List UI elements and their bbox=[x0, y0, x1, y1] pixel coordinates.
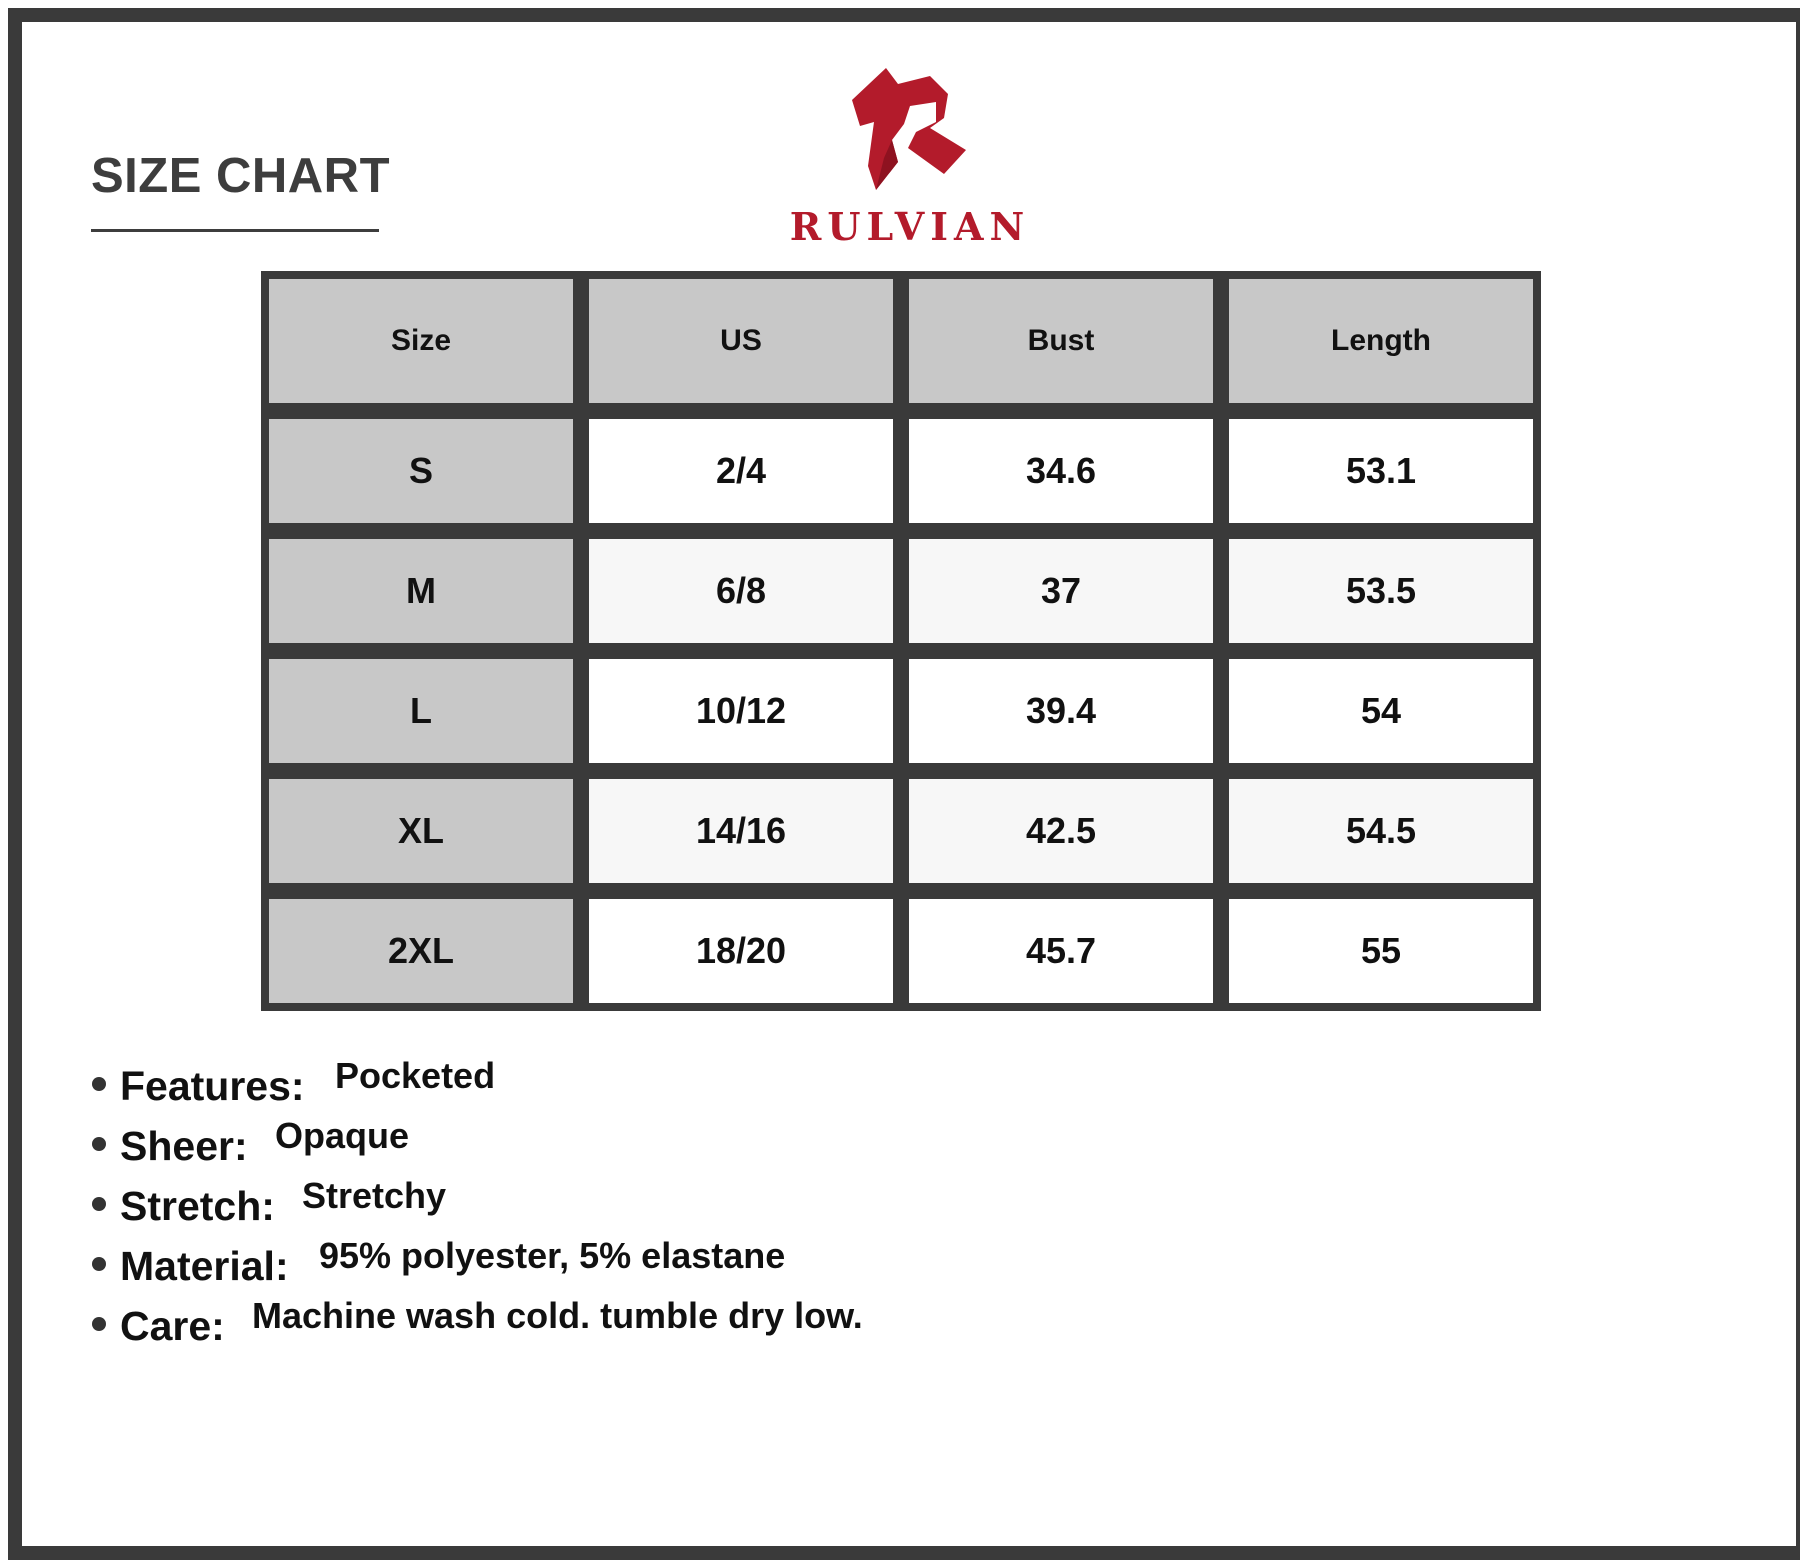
page-title: SIZE CHART bbox=[91, 149, 390, 203]
cell-us-xl: 14/16 bbox=[589, 779, 893, 883]
cell-bust-2xl: 45.7 bbox=[909, 899, 1213, 1003]
bullet-icon bbox=[92, 1137, 106, 1151]
cell-us-s: 2/4 bbox=[589, 419, 893, 523]
cell-length-s: 53.1 bbox=[1229, 419, 1533, 523]
rulvian-r-logo-icon bbox=[840, 62, 980, 202]
cell-us-l: 10/12 bbox=[589, 659, 893, 763]
cell-us-m: 6/8 bbox=[589, 539, 893, 643]
cell-bust-s: 34.6 bbox=[909, 419, 1213, 523]
cell-size-m: M bbox=[269, 539, 573, 643]
detail-value: Pocketed bbox=[335, 1055, 496, 1096]
cell-length-l: 54 bbox=[1229, 659, 1533, 763]
bullet-icon bbox=[92, 1317, 106, 1331]
cell-size-l: L bbox=[269, 659, 573, 763]
detail-label: Material: bbox=[120, 1243, 289, 1289]
cell-bust-xl: 42.5 bbox=[909, 779, 1213, 883]
cell-length-m: 53.5 bbox=[1229, 539, 1533, 643]
header-us: US bbox=[589, 279, 893, 403]
brand-name: RULVIAN bbox=[789, 204, 1031, 249]
detail-label: Care: bbox=[120, 1303, 225, 1349]
bullet-icon bbox=[92, 1077, 106, 1091]
detail-label: Sheer: bbox=[120, 1123, 248, 1169]
cell-size-2xl: 2XL bbox=[269, 899, 573, 1003]
detail-value: Machine wash cold. tumble dry low. bbox=[252, 1295, 863, 1336]
title-underline bbox=[91, 229, 379, 232]
header-bust: Bust bbox=[909, 279, 1213, 403]
size-chart-table bbox=[261, 271, 1541, 1011]
cell-us-2xl: 18/20 bbox=[589, 899, 893, 1003]
bullet-icon bbox=[92, 1257, 106, 1271]
cell-bust-l: 39.4 bbox=[909, 659, 1213, 763]
cell-size-s: S bbox=[269, 419, 573, 523]
detail-label: Features: bbox=[120, 1063, 305, 1109]
detail-value: 95% polyester, 5% elastane bbox=[319, 1235, 786, 1276]
detail-label: Stretch: bbox=[120, 1183, 275, 1229]
header-size: Size bbox=[269, 279, 573, 403]
cell-length-xl: 54.5 bbox=[1229, 779, 1533, 883]
bullet-icon bbox=[92, 1197, 106, 1211]
detail-value: Opaque bbox=[275, 1115, 410, 1156]
brand-logo bbox=[780, 62, 1040, 252]
cell-size-xl: XL bbox=[269, 779, 573, 883]
header-length: Length bbox=[1229, 279, 1533, 403]
cell-bust-m: 37 bbox=[909, 539, 1213, 643]
detail-value: Stretchy bbox=[302, 1175, 447, 1216]
cell-length-2xl: 55 bbox=[1229, 899, 1533, 1003]
